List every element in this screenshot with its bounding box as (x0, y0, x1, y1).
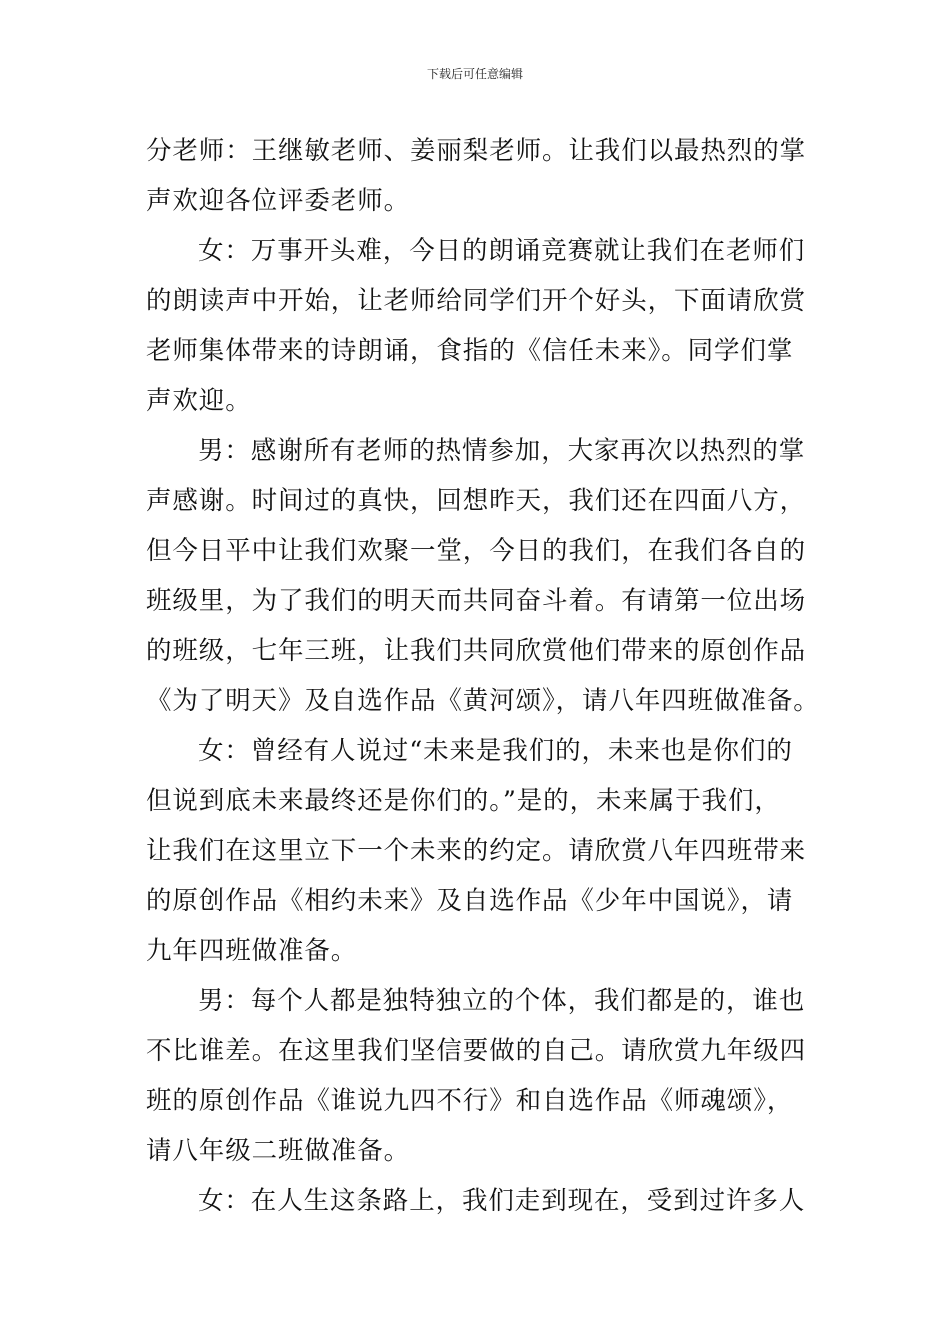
text-line: 《为了明天》及自选作品《黄河颂》，请八年四班做准备。 (146, 686, 820, 716)
text-line: 分老师：王继敏老师、姜丽梨老师。让我们以最热烈的掌 (146, 136, 807, 166)
text-line: 班的原创作品《谁说九四不行》和自选作品《师魂颂》， (146, 1086, 794, 1116)
paragraph (146, 426, 820, 726)
text-line: 九年四班做准备。 (146, 936, 358, 966)
text-line: 老师集体带来的诗朗诵，食指的《信任未来》。同学们掌 (146, 336, 794, 366)
text-line: 班级里，为了我们的明天而共同奋斗着。有请第一位出场 (146, 586, 807, 616)
text-line: 声感谢。时间过的真快，回想昨天，我们还在四面八方， (146, 486, 807, 516)
text-line: 声欢迎各位评委老师。 (146, 186, 411, 216)
paragraph (146, 226, 810, 426)
text-line: 请八年级二班做准备。 (146, 1136, 411, 1166)
paragraph (146, 126, 810, 226)
text-line: 不比谁差。在这里我们坚信要做的自己。请欣赏九年级四 (146, 1036, 807, 1066)
text-line: 的班级，七年三班，让我们共同欣赏他们带来的原创作品 (146, 636, 807, 666)
page-header: 下载后可任意编辑 (426, 67, 523, 81)
text-line: 但说到底未来最终还是你们的。”是的，未来属于我们， (146, 786, 781, 816)
text-line: 声欢迎。 (146, 386, 252, 416)
text-line: 女：曾经有人说过“未来是我们的，未来也是你们的 (198, 736, 793, 766)
text-line: 男：感谢所有老师的热情参加，大家再次以热烈的掌 (198, 436, 806, 466)
text-line: 但今日平中让我们欢聚一堂，今日的我们，在我们各自的 (146, 536, 807, 566)
text-line: 女：在人生这条路上，我们走到现在，受到过许多人 (198, 1186, 806, 1216)
text-line: 的原创作品《相约未来》及自选作品《少年中国说》，请 (146, 886, 794, 916)
text-line: 男：每个人都是独特独立的个体，我们都是的，谁也 (198, 986, 806, 1016)
paragraph (146, 976, 810, 1176)
text-line: 的朗读声中开始，让老师给同学们开个好头，下面请欣赏 (146, 286, 807, 316)
document-body (146, 126, 820, 1226)
paragraph (146, 726, 810, 976)
text-line: 女：万事开头难，今日的朗诵竞赛就让我们在老师们 (198, 236, 806, 266)
text-line: 让我们在这里立下一个未来的约定。请欣赏八年四班带来 (146, 836, 807, 866)
paragraph (146, 1176, 810, 1226)
